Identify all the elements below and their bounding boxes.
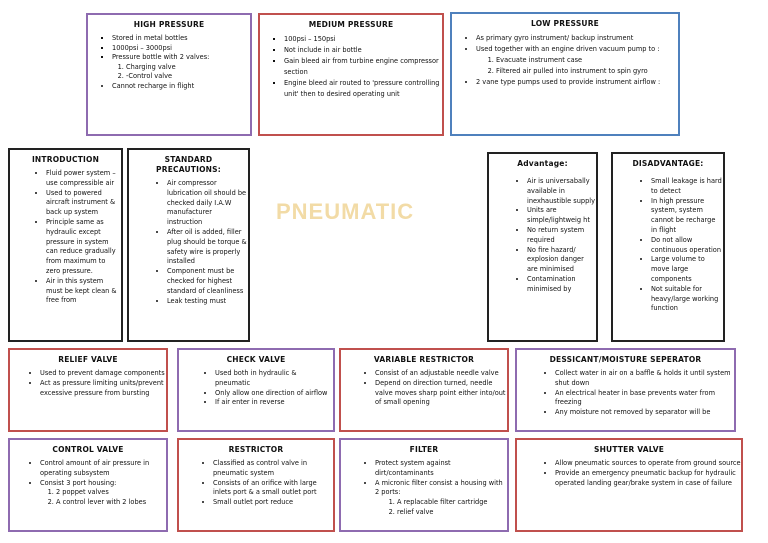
control-valve-title: CONTROL VALVE (52, 445, 124, 454)
disadvantage-box (611, 152, 725, 342)
sub-list-item: 2. -Control valve (126, 72, 250, 82)
list-item: • Collect water in air on a baffle & holds it until system shut down (555, 369, 734, 389)
list-item: • Protect system against dirt/contaminants (375, 459, 507, 479)
medium-pressure-list (260, 34, 442, 100)
list-item (375, 479, 507, 518)
sub-list-item: 1. Charging valve (126, 63, 250, 73)
shutter-valve-list (517, 459, 741, 488)
list-item: • As primary gyro instrument/ backup instrument (476, 33, 678, 44)
filter-list (341, 459, 507, 518)
medium-pressure-title: MEDIUM PRESSURE (308, 20, 394, 29)
list-item: • Air is universabally available in inexhaustible supply (527, 177, 596, 206)
list-item: • Air compressor lubrication oil should be checked daily I.A.W manufacturer instruction (167, 179, 248, 228)
list-item: ▪ 100psi – 150psi (284, 34, 442, 45)
high-pressure-list (88, 34, 250, 92)
variable-restrictor-title: VARIABLE RESTRICTOR (373, 355, 475, 364)
filter-box (339, 438, 509, 532)
list-item: • Control amount of air pressure in operating subsystem (40, 459, 166, 479)
list-item: • An electrical heater in base prevents water from freezing (555, 389, 734, 409)
list-item: • Provide an emergency pneumatic backup for hydraulic operated landing gear/brake system in case of failure (555, 469, 741, 489)
dessicant-list (517, 369, 734, 418)
list-item: ▪ Not include in air bottle (284, 45, 442, 56)
high-pressure-box (86, 13, 252, 136)
sub-list-item: 1. 2 poppet valves (56, 488, 166, 498)
restrictor-title: RESTRICTOR (228, 445, 284, 454)
relief-valve-title: RELIEF VALVE (58, 355, 118, 364)
shutter-valve-box (515, 438, 743, 532)
advantage-list (489, 177, 596, 295)
list-item: • Act as pressure limiting units/prevent excessive pressure from bursting (40, 379, 166, 399)
introduction-box (8, 148, 123, 342)
advantage-box (487, 152, 598, 342)
medium-pressure-box (258, 13, 444, 136)
list-item: • Any moisture not removed by separator will be (555, 408, 734, 418)
dessicant-title: DESSICANT/MOISTURE SEPERATOR (549, 355, 702, 364)
introduction-list (10, 169, 121, 306)
list-item: • Leak testing must (167, 297, 248, 307)
list-item: • Do not allow continuous operation (651, 236, 723, 256)
list-item: • Used both in hydraulic & pneumatic (215, 369, 333, 389)
restrictor-list (179, 459, 333, 508)
list-item: • Principle same as hydraulic except pressure in system can reduce gradually from maximum to zero pressure. (46, 218, 121, 277)
list-item-text: Pressure bottle with 2 valves: (112, 53, 210, 62)
introduction-title: INTRODUCTION (31, 155, 100, 164)
sub-list-item: 2. Filtered air pulled into instrument to spin gyro (496, 66, 678, 77)
list-item: • Used to prevent damage components (40, 369, 166, 379)
list-item (40, 479, 166, 508)
list-item: • Not suitable for heavy/large working function (651, 285, 723, 314)
dessicant-box (515, 348, 736, 432)
list-item: • Consists of an orifice with large inlets port & a small outlet port (213, 479, 333, 499)
check-valve-box (177, 348, 335, 432)
high-pressure-title: HIGH PRESSURE (133, 20, 205, 29)
filter-title: FILTER (409, 445, 439, 454)
list-item: • Used to powered aircraft instrument & back up system (46, 189, 121, 218)
list-item-text: Used together with an engine driven vacuum pump to : (476, 45, 660, 53)
variable-restrictor-list (341, 369, 507, 408)
list-item: • Fluid power system – use compressible air (46, 169, 121, 189)
list-item-text: A micronic filter consist a housing with 2 ports: (375, 478, 503, 497)
list-item: • Consist of an adjustable needle valve (375, 369, 507, 379)
sub-list-item: 1. A replacable filter cartridge (397, 498, 507, 508)
sub-list-item: 2. A control lever with 2 lobes (56, 498, 166, 508)
list-item: • After oil is added, filler plug should be torque & safety wire is properly installed (167, 228, 248, 267)
list-item: • Large volume to move large components (651, 255, 723, 284)
standard-precautions-title: STANDARD PRECAUTIONS: (156, 155, 221, 174)
list-item-text: Consist 3 port housing: (40, 478, 117, 487)
list-item: ▪ Stored in metal bottles (112, 34, 250, 44)
advantage-title: Advantage: (517, 159, 568, 168)
shutter-valve-title: SHUTTER VALVE (593, 445, 665, 454)
relief-valve-list (10, 369, 166, 398)
standard-precautions-box (127, 148, 250, 342)
list-item: • Component must be checked for highest standard of cleanliness (167, 267, 248, 296)
list-item: • No return system required (527, 226, 596, 246)
list-item: • No fire hazard/ explosion danger are minimised (527, 246, 596, 275)
list-item: • Classified as control valve in pneumatic system (213, 459, 333, 479)
sub-list-item: 2. relief valve (397, 508, 507, 518)
list-item: • Small outlet port reduce (213, 498, 333, 508)
list-item: • If air enter in reverse (215, 398, 333, 408)
list-item: ▪ 1000psi – 3000psi (112, 44, 250, 54)
check-valve-title: CHECK VALVE (226, 355, 286, 364)
list-item: ▪ Gain bleed air from turbine engine compressor section (284, 56, 442, 78)
disadvantage-list (613, 177, 723, 314)
list-item (476, 44, 678, 77)
relief-valve-box (8, 348, 168, 432)
list-item: • Small leakage is hard to detect (651, 177, 723, 197)
list-item: • Allow pneumatic sources to operate from ground source (555, 459, 741, 469)
control-valve-list (10, 459, 166, 508)
check-valve-list (179, 369, 333, 408)
low-pressure-box (450, 12, 680, 136)
list-item: • In high pressure system, system cannot be recharge in flight (651, 197, 723, 236)
list-item (112, 53, 250, 82)
control-valve-box (8, 438, 168, 532)
list-item: • Only allow one direction of airflow (215, 389, 333, 399)
list-item: • Units are simple/lightweig ht (527, 206, 596, 226)
restrictor-box (177, 438, 335, 532)
disadvantage-title: DISADVANTAGE: (632, 159, 704, 168)
list-item: ▪ Engine bleed air routed to 'pressure controlling unit' then to desired operating unit (284, 78, 442, 100)
list-item: • Air in this system must be kept clean & free from (46, 277, 121, 306)
low-pressure-title: LOW PRESSURE (530, 19, 600, 28)
low-pressure-list (452, 33, 678, 88)
standard-precautions-list (129, 179, 248, 306)
list-item: • 2 vane type pumps used to provide instrument airflow : (476, 77, 678, 88)
center-title: PNEUMATIC (276, 199, 415, 224)
list-item: • Depend on direction turned, needle valve moves sharp point either into/out of small opening (375, 379, 507, 408)
sub-list-item: 1. Evacuate instrument case (496, 55, 678, 66)
list-item: • Contamination minimised by (527, 275, 596, 295)
variable-restrictor-box (339, 348, 509, 432)
list-item: • Cannot recharge in flight (112, 82, 250, 92)
